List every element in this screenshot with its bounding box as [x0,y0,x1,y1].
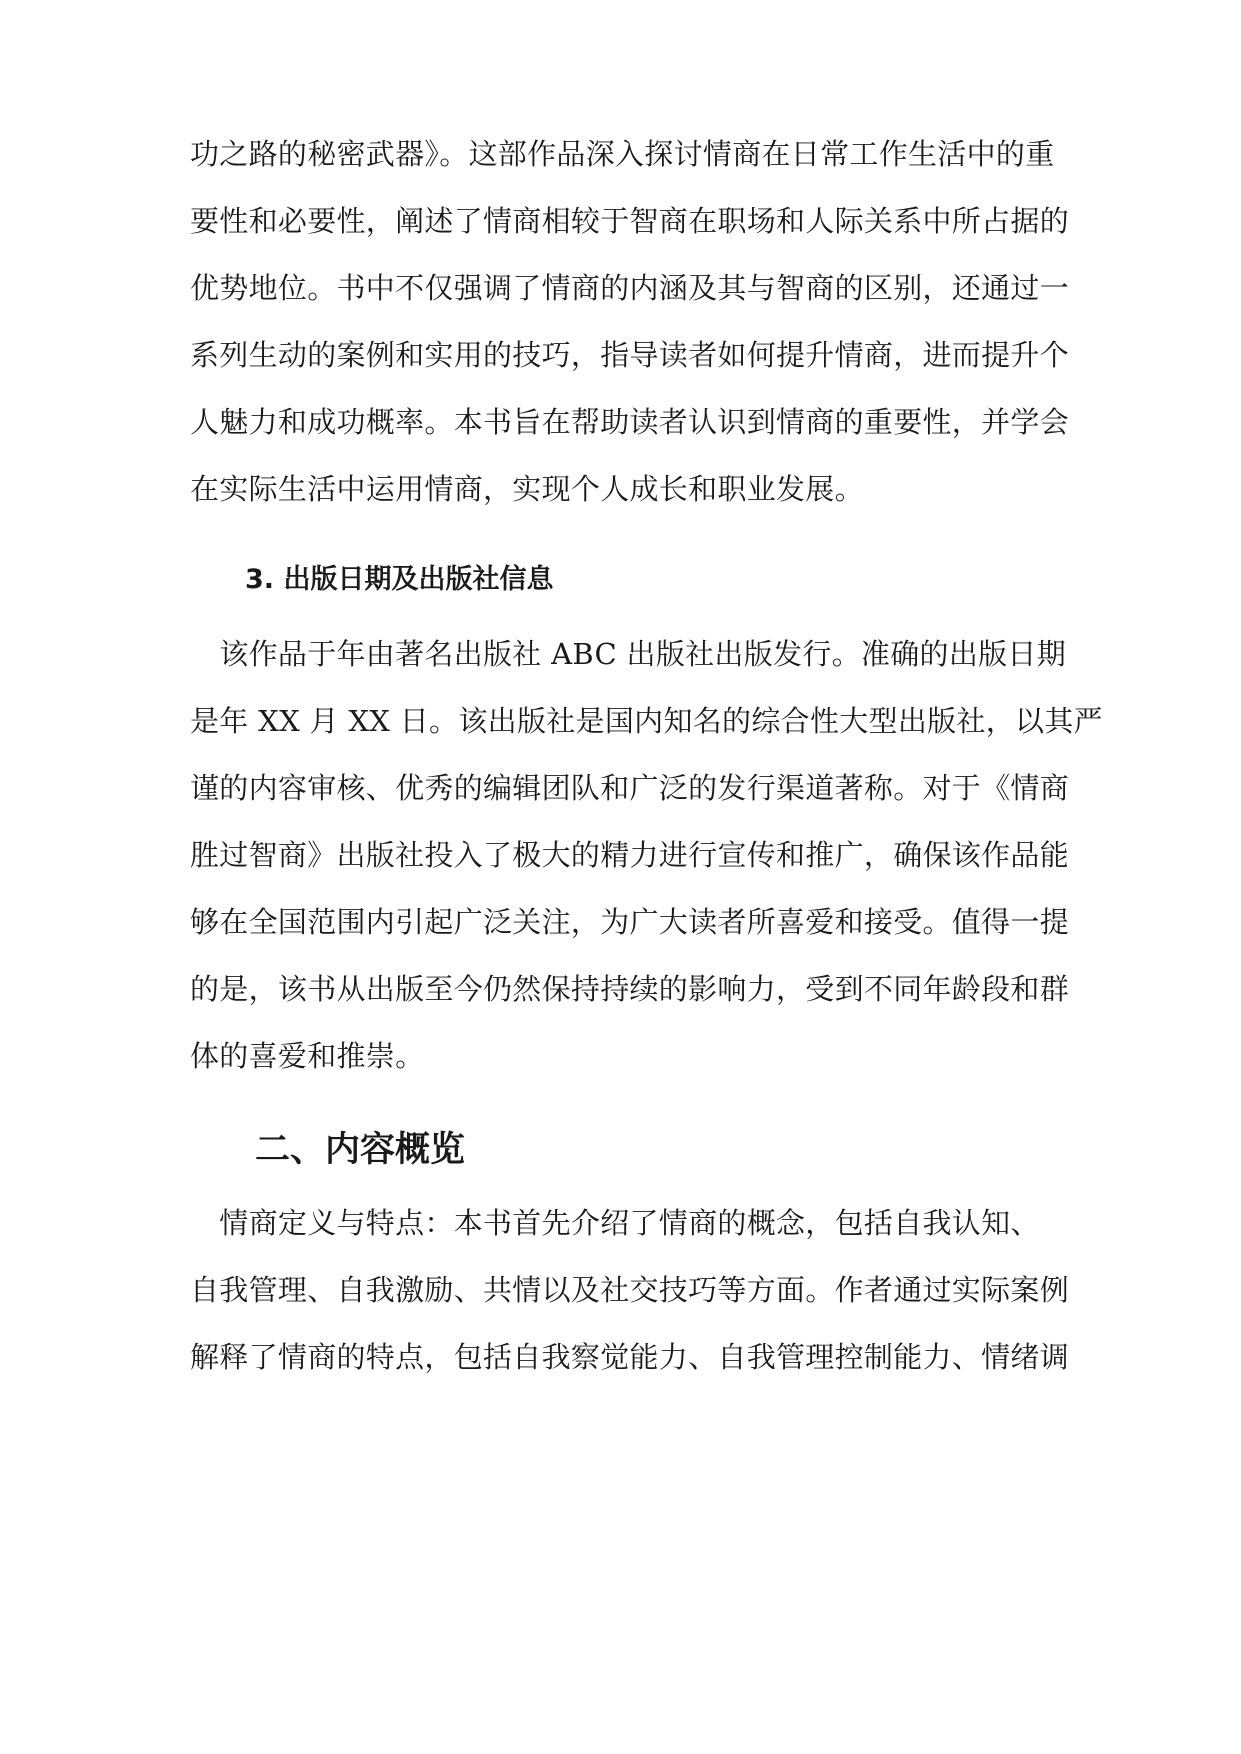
section-heading: 3. 出版日期及出版社信息 [245,564,554,595]
paragraph-line: 优势地位。书中不仅强调了情商的内涵及其与智商的区别，还通过一 [190,271,1070,305]
chapter-heading: 二、内容概览 [255,1130,466,1170]
paragraph-line: 自我管理、自我激励、共情以及社交技巧等方面。作者通过实际案例 [190,1273,1070,1307]
paragraph-line: 够在全国范围内引起广泛关注，为广大读者所喜爱和接受。值得一提 [190,905,1070,939]
paragraph-line: 谨的内容审核、优秀的编辑团队和广泛的发行渠道著称。对于《情商 [190,771,1070,805]
paragraph-line: 体的喜爱和推崇。 [190,1039,425,1073]
paragraph-line: 胜过智商》出版社投入了极大的精力进行宣传和推广，确保该作品能 [190,838,1070,872]
paragraph-line: 情商定义与特点：本书首先介绍了情商的概念，包括自我认知、 [190,1206,1040,1240]
paragraph-line: 要性和必要性，阐述了情商相较于智商在职场和人际关系中所占据的 [190,204,1070,238]
paragraph-line: 人魅力和成功概率。本书旨在帮助读者认识到情商的重要性，并学会 [190,405,1070,439]
paragraph-line: 功之路的秘密武器》。这部作品深入探讨情商在日常工作生活中的重 [190,137,1055,171]
paragraph-line: 该作品于年由著名出版社 ABC 出版社出版发行。准确的出版日期 [190,637,1067,671]
paragraph-line: 系列生动的案例和实用的技巧，指导读者如何提升情商，进而提升个 [190,338,1070,372]
paragraph-line: 在实际生活中运用情商，实现个人成长和职业发展。 [190,472,864,506]
paragraph-line: 的是，该书从出版至今仍然保持持续的影响力，受到不同年龄段和群 [190,972,1070,1006]
paragraph-line: 解释了情商的特点，包括自我察觉能力、自我管理控制能力、情绪调 [190,1340,1070,1374]
paragraph-line: 是年 XX 月 XX 日。该出版社是国内知名的综合性大型出版社，以其严 [190,704,1103,738]
